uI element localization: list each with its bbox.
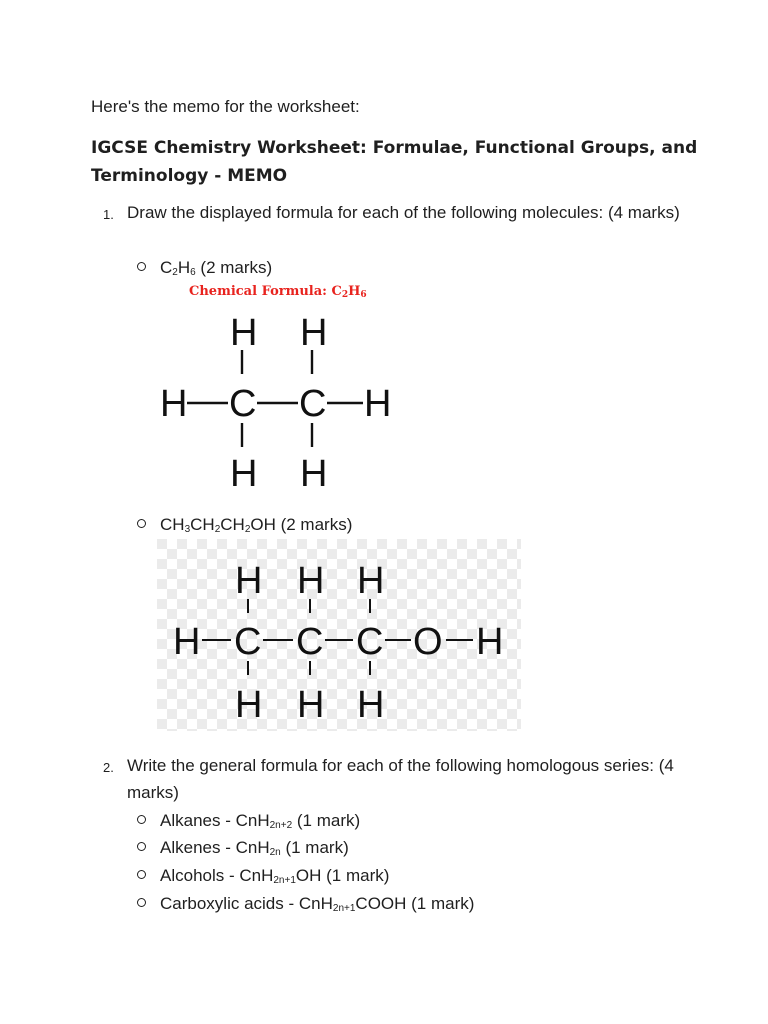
atom-h: H xyxy=(230,312,258,354)
question-2 xyxy=(103,752,703,806)
atom-h: H xyxy=(297,560,325,602)
atom-h: H xyxy=(235,560,263,602)
atom-h: H xyxy=(300,453,328,493)
atom-h: H xyxy=(476,621,504,663)
list-item-propanol: $CH_3CH_2CH_2OH$ (2 marks) xyxy=(137,511,352,538)
bullet-icon xyxy=(137,519,146,528)
atom-h: H xyxy=(357,684,385,726)
list-item-alkanes: Alkanes - CnH$_{2n+2}$ (1 mark) xyxy=(137,807,360,834)
question-1 xyxy=(103,199,703,226)
atom-c: C xyxy=(296,621,324,663)
atom-c: C xyxy=(356,621,384,663)
atom-h: H xyxy=(173,621,201,663)
atom-h: H xyxy=(297,684,325,726)
bullet-icon xyxy=(137,898,146,907)
question-number: 1. xyxy=(103,207,114,222)
bullet-icon xyxy=(137,870,146,879)
bullet-icon xyxy=(137,815,146,824)
figure-caption: Chemical Formula: $C_2H_6$ xyxy=(189,284,367,300)
intro-text: Here's the memo for the worksheet: xyxy=(91,97,360,116)
bullet-icon xyxy=(137,262,146,271)
bullet-icon xyxy=(137,842,146,851)
worksheet-title: IGCSE Chemistry Worksheet: Formulae, Functional Groups, and Terminology - MEMO xyxy=(91,138,698,186)
atom-c: C xyxy=(234,621,262,663)
propanol-structure-diagram xyxy=(157,539,521,731)
question-text: Write the general formula for each of the following homologous series: (4 marks) xyxy=(127,756,674,802)
atom-c: C xyxy=(299,383,327,425)
list-item-carboxylic-acids: Carboxylic acids - CnH$_{2n+1}$COOH (1 mark) xyxy=(137,890,474,917)
list-item-alcohols: Alcohols - CnH$_{2n+1}$OH (1 mark) xyxy=(137,862,389,889)
transparency-background xyxy=(157,539,521,731)
question-number: 2. xyxy=(103,760,114,775)
atom-h: H xyxy=(357,560,385,602)
atom-h: H xyxy=(300,312,328,354)
list-item-alkenes: Alkenes - CnH$_{2n}$ (1 mark) xyxy=(137,834,349,861)
atom-c: C xyxy=(229,383,257,425)
atom-o: O xyxy=(413,621,443,663)
atom-h: H xyxy=(230,453,258,493)
question-text: Draw the displayed formula for each of the following molecules: (4 marks) xyxy=(127,203,680,222)
atom-h: H xyxy=(364,383,392,425)
atom-h: H xyxy=(235,684,263,726)
list-item-c2h6: $C_2H_6$ (2 marks) xyxy=(137,254,272,281)
atom-h: H xyxy=(160,383,188,425)
ethane-structure-diagram xyxy=(160,308,400,493)
